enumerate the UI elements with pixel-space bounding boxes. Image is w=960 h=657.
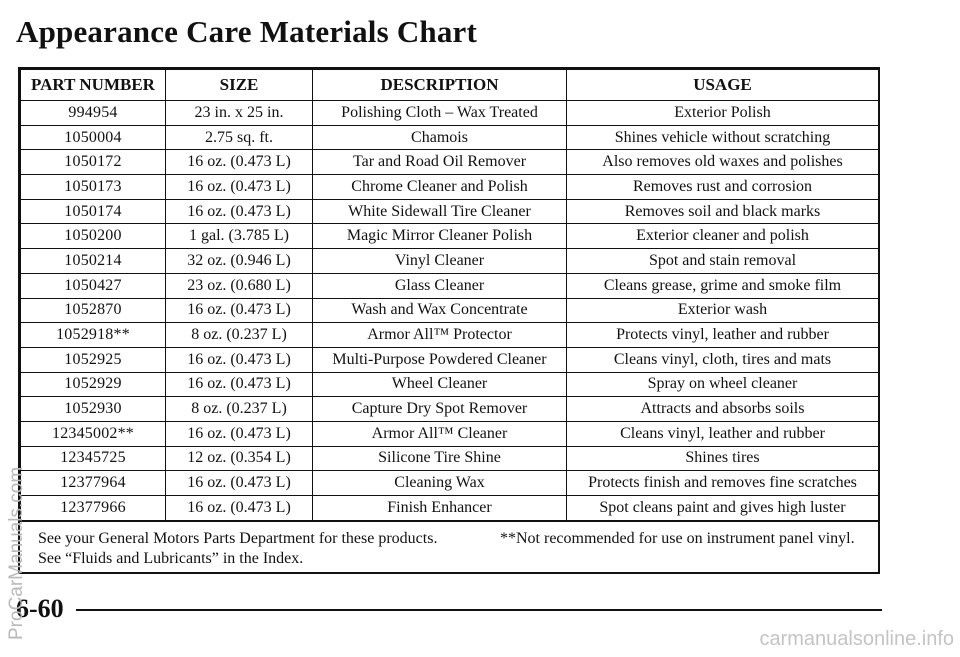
table-row <box>21 224 879 249</box>
usage-cell: Protects finish and removes fine scratches <box>567 471 879 496</box>
usage-cell: Spot and stain removal <box>567 249 879 274</box>
description-cell: Magic Mirror Cleaner Polish <box>313 224 567 249</box>
table-row <box>21 199 879 224</box>
part-number-cell: 1052918** <box>21 323 166 348</box>
header-description: DESCRIPTION <box>313 70 567 101</box>
materials-table <box>20 69 879 521</box>
description-cell: Armor All™ Cleaner <box>313 421 567 446</box>
size-cell: 12 oz. (0.354 L) <box>166 446 313 471</box>
description-cell: Chamois <box>313 125 567 150</box>
description-cell: Armor All™ Protector <box>313 323 567 348</box>
note-not-recommended: **Not recommended for use on instrument panel vinyl. <box>500 529 855 547</box>
table-row <box>21 421 879 446</box>
usage-cell: Shines tires <box>567 446 879 471</box>
size-cell: 16 oz. (0.473 L) <box>166 175 313 200</box>
footer-watermark: carmanualsonline.info <box>759 628 954 650</box>
part-number-cell: 1052925 <box>21 347 166 372</box>
header-part-number: PART NUMBER <box>21 70 166 101</box>
table-row <box>21 496 879 521</box>
side-watermark <box>6 240 28 640</box>
table-row <box>21 298 879 323</box>
part-number-cell: 1052870 <box>21 298 166 323</box>
part-number-cell: 1052930 <box>21 397 166 422</box>
usage-cell: Spot cleans paint and gives high luster <box>567 496 879 521</box>
usage-cell: Cleans vinyl, leather and rubber <box>567 421 879 446</box>
description-cell: Vinyl Cleaner <box>313 249 567 274</box>
usage-cell: Also removes old waxes and polishes <box>567 150 879 175</box>
note-fluids-lubricants: See “Fluids and Lubricants” in the Index. <box>38 549 304 567</box>
part-number-cell: 1050173 <box>21 175 166 200</box>
size-cell: 16 oz. (0.473 L) <box>166 199 313 224</box>
usage-cell: Attracts and absorbs soils <box>567 397 879 422</box>
usage-cell: Exterior wash <box>567 298 879 323</box>
size-cell: 16 oz. (0.473 L) <box>166 496 313 521</box>
description-cell: White Sidewall Tire Cleaner <box>313 199 567 224</box>
size-cell: 8 oz. (0.237 L) <box>166 323 313 348</box>
usage-cell: Cleans grease, grime and smoke film <box>567 273 879 298</box>
size-cell: 2.75 sq. ft. <box>166 125 313 150</box>
part-number-cell: 1050214 <box>21 249 166 274</box>
size-cell: 16 oz. (0.473 L) <box>166 471 313 496</box>
size-cell: 16 oz. (0.473 L) <box>166 421 313 446</box>
description-cell: Wash and Wax Concentrate <box>313 298 567 323</box>
side-watermark-text: ProCarManuals.com <box>6 466 27 640</box>
table-row <box>21 150 879 175</box>
description-cell: Cleaning Wax <box>313 471 567 496</box>
part-number-cell: 1050427 <box>21 273 166 298</box>
table-row <box>21 175 879 200</box>
description-cell: Wheel Cleaner <box>313 372 567 397</box>
size-cell: 16 oz. (0.473 L) <box>166 347 313 372</box>
size-cell: 16 oz. (0.473 L) <box>166 150 313 175</box>
page-title: Appearance Care Materials Chart <box>16 14 478 49</box>
header-size: SIZE <box>166 70 313 101</box>
usage-cell: Cleans vinyl, cloth, tires and mats <box>567 347 879 372</box>
table-row <box>21 273 879 298</box>
usage-cell: Exterior cleaner and polish <box>567 224 879 249</box>
table-row <box>21 249 879 274</box>
part-number-cell: 994954 <box>21 101 166 126</box>
description-cell: Chrome Cleaner and Polish <box>313 175 567 200</box>
chart-notes <box>20 521 878 572</box>
part-number-cell: 1050174 <box>21 199 166 224</box>
usage-cell: Removes soil and black marks <box>567 199 879 224</box>
usage-cell: Spray on wheel cleaner <box>567 372 879 397</box>
usage-cell: Removes rust and corrosion <box>567 175 879 200</box>
part-number-cell: 1050004 <box>21 125 166 150</box>
description-cell: Capture Dry Spot Remover <box>313 397 567 422</box>
header-row <box>21 70 879 101</box>
part-number-cell: 1050200 <box>21 224 166 249</box>
table-row <box>21 101 879 126</box>
description-cell: Tar and Road Oil Remover <box>313 150 567 175</box>
size-cell: 8 oz. (0.237 L) <box>166 397 313 422</box>
table-row <box>21 471 879 496</box>
usage-cell: Shines vehicle without scratching <box>567 125 879 150</box>
description-cell: Glass Cleaner <box>313 273 567 298</box>
description-cell: Multi-Purpose Powdered Cleaner <box>313 347 567 372</box>
part-number-cell: 12377966 <box>21 496 166 521</box>
page-number: 6-60 <box>16 594 64 623</box>
part-number-cell: 1052929 <box>21 372 166 397</box>
part-number-cell: 1050172 <box>21 150 166 175</box>
size-cell: 23 oz. (0.680 L) <box>166 273 313 298</box>
materials-chart <box>18 67 880 574</box>
footer-rule <box>76 609 882 611</box>
description-cell: Polishing Cloth – Wax Treated <box>313 101 567 126</box>
size-cell: 16 oz. (0.473 L) <box>166 298 313 323</box>
description-cell: Silicone Tire Shine <box>313 446 567 471</box>
note-parts-department: See your General Motors Parts Department for these products. <box>38 529 438 547</box>
table-row <box>21 323 879 348</box>
part-number-cell: 12377964 <box>21 471 166 496</box>
size-cell: 16 oz. (0.473 L) <box>166 372 313 397</box>
part-number-cell: 12345002** <box>21 421 166 446</box>
part-number-cell: 12345725 <box>21 446 166 471</box>
header-usage: USAGE <box>567 70 879 101</box>
table-row <box>21 397 879 422</box>
size-cell: 1 gal. (3.785 L) <box>166 224 313 249</box>
size-cell: 32 oz. (0.946 L) <box>166 249 313 274</box>
table-row <box>21 347 879 372</box>
size-cell: 23 in. x 25 in. <box>166 101 313 126</box>
description-cell: Finish Enhancer <box>313 496 567 521</box>
usage-cell: Exterior Polish <box>567 101 879 126</box>
usage-cell: Protects vinyl, leather and rubber <box>567 323 879 348</box>
table-row <box>21 125 879 150</box>
table-row <box>21 372 879 397</box>
table-row <box>21 446 879 471</box>
